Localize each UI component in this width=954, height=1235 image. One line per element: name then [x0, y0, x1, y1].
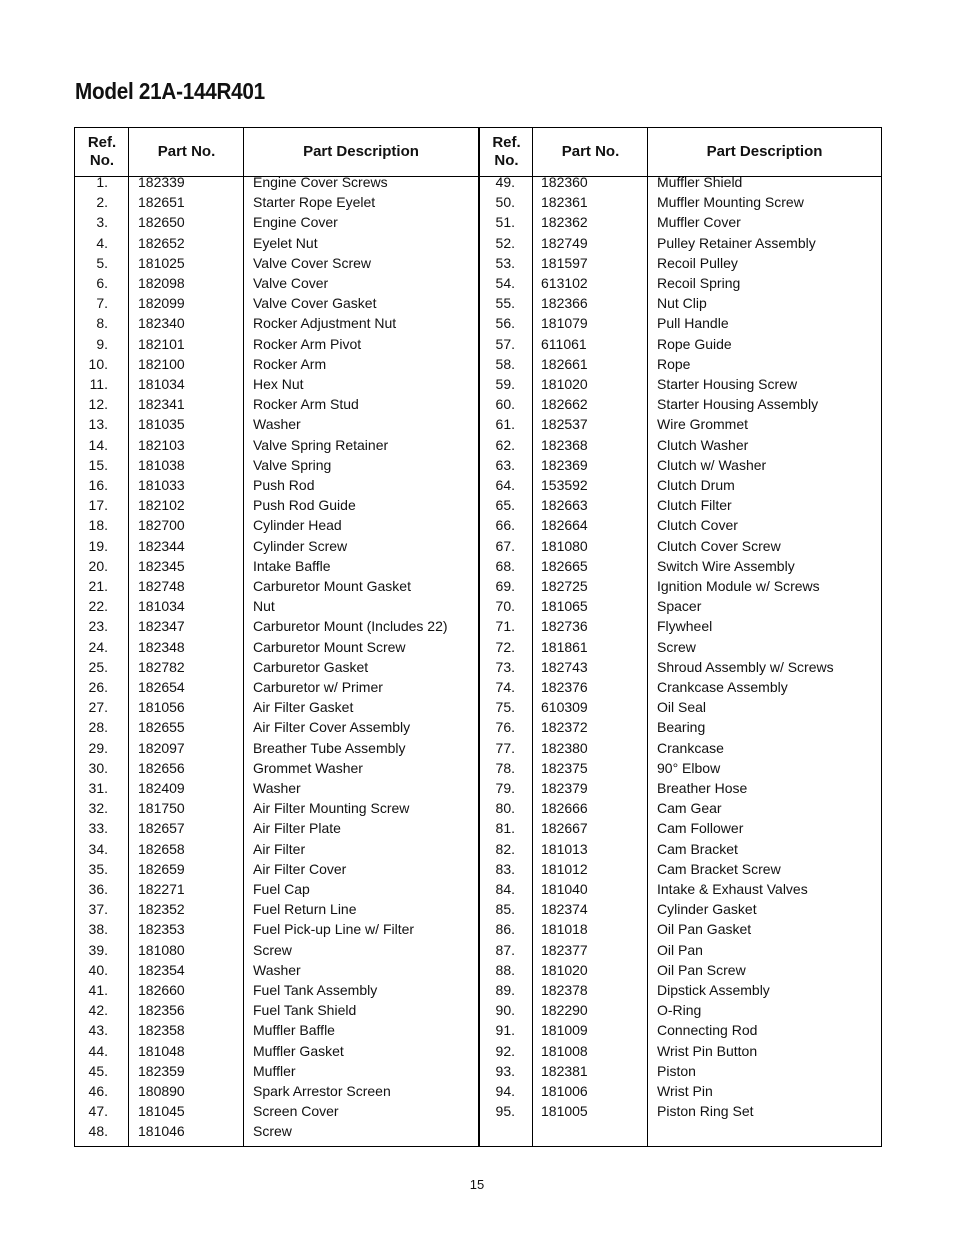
- part-no-cell: 181080: [138, 941, 185, 958]
- part-description-cell: Fuel Tank Assembly: [253, 982, 378, 998]
- part-no-cell: 182374: [541, 901, 588, 918]
- part-no-cell: 182663: [541, 497, 588, 514]
- ref-no-cell: 34.: [88, 840, 108, 857]
- part-description-cell: Intake & Exhaust Valves: [657, 881, 808, 897]
- part-description-cell: Starter Housing Screw: [657, 376, 798, 392]
- part-no-cell: 182662: [541, 396, 588, 413]
- part-description-cell: Recoil Spring: [657, 275, 741, 291]
- part-no-cell: 182654: [138, 679, 185, 695]
- ref-no-cell: 26.: [88, 679, 108, 695]
- ref-no-cell: 89.: [495, 982, 515, 998]
- ref-no-cell: 80.: [495, 800, 515, 817]
- part-no-cell: 182379: [541, 780, 588, 796]
- ref-no-cell: 15.: [88, 456, 108, 473]
- ref-no-cell: 11.: [89, 376, 108, 392]
- part-no-cell: 182362: [541, 214, 588, 231]
- part-description-cell: Bearing: [657, 719, 706, 736]
- part-no-cell: 182271: [138, 881, 185, 897]
- ref-no-cell: 79.: [495, 780, 515, 796]
- part-description-cell: Washer: [253, 780, 301, 796]
- part-description-cell: Recoil Pulley: [657, 254, 738, 271]
- part-description-cell: Breather Hose: [657, 780, 748, 796]
- part-no-cell: 182103: [138, 436, 185, 453]
- part-description-cell: Screw: [253, 1123, 292, 1140]
- part-no-cell: 181020: [541, 961, 588, 978]
- part-no-cell: 182348: [138, 638, 185, 655]
- part-no-cell: 182101: [138, 335, 185, 352]
- part-description-cell: Cylinder Head: [253, 517, 342, 534]
- part-description-cell: Carburetor Mount (Includes 22): [253, 618, 448, 635]
- part-no-cell: 182749: [541, 234, 588, 251]
- ref-no-cell: 24.: [88, 638, 108, 655]
- part-no-cell: 182409: [138, 780, 185, 796]
- part-no-cell: 181038: [138, 456, 185, 473]
- part-no-cell: 182667: [541, 820, 588, 837]
- part-description-cell: Valve Cover: [253, 275, 329, 291]
- part-no-cell: 181048: [138, 1042, 185, 1059]
- ref-no-cell: 65.: [495, 497, 515, 514]
- ref-no-cell: 29.: [88, 739, 108, 756]
- part-no-cell: 181018: [541, 921, 588, 938]
- part-no-cell: 182341: [138, 396, 185, 413]
- part-no-cell: 182360: [541, 174, 588, 190]
- ref-no-cell: 25.: [88, 658, 108, 675]
- part-no-cell: 610309: [541, 699, 588, 716]
- part-no-cell: 181034: [138, 598, 185, 615]
- part-description-cell: Fuel Pick-up Line w/ Filter: [253, 921, 415, 938]
- ref-no-cell: 64.: [495, 477, 515, 493]
- ref-no-cell: 70.: [495, 598, 515, 615]
- part-no-cell: 182537: [541, 416, 588, 433]
- part-no-cell: 182356: [138, 1002, 185, 1019]
- part-no-cell: 182661: [541, 355, 588, 372]
- column-divider: [647, 128, 648, 1146]
- part-no-cell: 181005: [541, 1103, 588, 1120]
- ref-no-cell: 78.: [495, 759, 515, 776]
- ref-no-cell: 17.: [88, 497, 108, 514]
- ref-no-cell: 5.: [96, 254, 108, 271]
- ref-no-cell: 90.: [495, 1002, 515, 1019]
- part-description-cell: Carburetor Mount Gasket: [253, 578, 411, 594]
- ref-no-cell: 52.: [495, 234, 515, 251]
- header-ref-no: Ref. No.: [87, 134, 117, 169]
- ref-no-cell: 46.: [88, 1083, 108, 1099]
- header-part-no: Part No.: [157, 143, 216, 160]
- ref-no-cell: 59.: [495, 376, 515, 392]
- part-no-cell: 182748: [138, 578, 185, 594]
- part-no-cell: 181079: [541, 315, 588, 332]
- ref-no-cell: 4.: [96, 234, 108, 251]
- page-number: 15: [469, 1177, 485, 1192]
- part-description-cell: Eyelet Nut: [253, 234, 318, 251]
- part-description-cell: Push Rod Guide: [253, 497, 356, 514]
- part-description-cell: Crankcase: [657, 739, 724, 756]
- part-description-cell: Valve Cover Screw: [253, 254, 372, 271]
- part-no-cell: 182378: [541, 982, 588, 998]
- ref-no-cell: 71.: [495, 618, 515, 635]
- part-description-cell: Spacer: [657, 598, 702, 615]
- part-no-cell: 181020: [541, 376, 588, 392]
- part-description-cell: Washer: [253, 416, 301, 433]
- ref-no-cell: 27.: [88, 699, 108, 716]
- ref-no-cell: 3.: [96, 214, 108, 231]
- part-description-cell: Muffler: [253, 1062, 296, 1079]
- ref-no-cell: 37.: [88, 901, 108, 918]
- part-no-cell: 182340: [138, 315, 185, 332]
- ref-no-cell: 68.: [495, 557, 515, 574]
- part-description-cell: Grommet Washer: [253, 759, 363, 776]
- ref-no-cell: 53.: [495, 254, 515, 271]
- part-no-cell: 182659: [138, 860, 185, 877]
- ref-no-cell: 50.: [495, 194, 515, 211]
- part-description-cell: Engine Cover: [253, 214, 338, 231]
- part-description-cell: Rope Guide: [657, 335, 732, 352]
- ref-no-cell: 54.: [495, 275, 515, 291]
- part-no-cell: 182344: [138, 537, 185, 554]
- part-description-cell: Air Filter Mounting Screw: [253, 800, 410, 817]
- part-no-cell: 182664: [541, 517, 588, 534]
- ref-no-cell: 85.: [495, 901, 515, 918]
- part-no-cell: 182666: [541, 800, 588, 817]
- part-description-cell: Fuel Return Line: [253, 901, 357, 918]
- part-description-cell: Ignition Module w/ Screws: [657, 578, 820, 594]
- part-description-cell: Muffler Baffle: [253, 1022, 335, 1039]
- part-description-cell: Cam Bracket: [657, 840, 738, 857]
- part-description-cell: Clutch Cover Screw: [657, 537, 781, 554]
- part-no-cell: 182339: [138, 174, 185, 190]
- part-description-cell: Screw: [657, 638, 696, 655]
- part-no-cell: 153592: [541, 477, 588, 493]
- ref-no-cell: 21.: [88, 578, 108, 594]
- part-description-cell: Valve Spring Retainer: [253, 436, 389, 453]
- part-description-cell: Pull Handle: [657, 315, 729, 332]
- part-description-cell: Oil Pan: [657, 941, 703, 958]
- part-description-cell: Nut: [253, 598, 275, 615]
- ref-no-cell: 87.: [495, 941, 515, 958]
- ref-no-cell: 55.: [495, 295, 515, 312]
- part-description-cell: Intake Baffle: [253, 557, 331, 574]
- part-no-cell: 182102: [138, 497, 185, 514]
- ref-no-cell: 48.: [88, 1123, 108, 1140]
- ref-no-cell: 92.: [495, 1042, 515, 1059]
- part-description-cell: Air Filter Cover Assembly: [253, 719, 411, 736]
- part-no-cell: 182353: [138, 921, 185, 938]
- part-no-cell: 182368: [541, 436, 588, 453]
- part-no-cell: 181033: [138, 477, 185, 493]
- part-no-cell: 182665: [541, 557, 588, 574]
- part-description-cell: Push Rod: [253, 477, 315, 493]
- part-description-cell: Dipstick Assembly: [657, 982, 770, 998]
- ref-no-cell: 74.: [495, 679, 515, 695]
- part-no-cell: 181034: [138, 376, 185, 392]
- part-description-cell: Cam Bracket Screw: [657, 860, 781, 877]
- part-description-cell: Screen Cover: [253, 1103, 339, 1120]
- part-no-cell: 182380: [541, 739, 588, 756]
- part-description-cell: Clutch Washer: [657, 436, 749, 453]
- part-description-cell: Rocker Arm Pivot: [253, 335, 362, 352]
- header-part-description: Part Description: [303, 143, 419, 160]
- ref-no-cell: 19.: [88, 537, 108, 554]
- column-divider: [532, 128, 533, 1146]
- part-no-cell: 182377: [541, 941, 588, 958]
- part-description-cell: Cam Follower: [657, 820, 744, 837]
- ref-no-cell: 77.: [495, 739, 515, 756]
- part-description-cell: Muffler Gasket: [253, 1042, 344, 1059]
- ref-no-cell: 7.: [96, 295, 108, 312]
- part-no-cell: 182345: [138, 557, 185, 574]
- part-description-cell: Crankcase Assembly: [657, 679, 788, 695]
- ref-no-cell: 61.: [495, 416, 515, 433]
- ref-no-cell: 94.: [495, 1083, 515, 1099]
- ref-no-cell: 44.: [88, 1042, 108, 1059]
- part-description-cell: Carburetor Mount Screw: [253, 638, 406, 655]
- ref-no-cell: 95.: [495, 1103, 515, 1120]
- part-description-cell: Starter Rope Eyelet: [253, 194, 376, 211]
- ref-no-cell: 63.: [495, 456, 515, 473]
- ref-no-cell: 60.: [495, 396, 515, 413]
- part-description-cell: Air Filter Gasket: [253, 699, 354, 716]
- part-no-cell: 181006: [541, 1083, 588, 1099]
- ref-no-cell: 91.: [495, 1022, 515, 1039]
- part-no-cell: 182358: [138, 1022, 185, 1039]
- part-no-cell: 181056: [138, 699, 185, 716]
- part-no-cell: 181750: [138, 800, 185, 817]
- part-description-cell: Carburetor w/ Primer: [253, 679, 383, 695]
- ref-no-cell: 8.: [96, 315, 108, 332]
- part-no-cell: 182658: [138, 840, 185, 857]
- part-description-cell: Air Filter: [253, 840, 306, 857]
- part-no-cell: 182652: [138, 234, 185, 251]
- ref-no-cell: 22.: [88, 598, 108, 615]
- part-no-cell: 182097: [138, 739, 185, 756]
- part-no-cell: 181045: [138, 1103, 185, 1120]
- ref-no-cell: 67.: [495, 537, 515, 554]
- ref-no-cell: 39.: [88, 941, 108, 958]
- part-no-cell: 611061: [541, 335, 587, 352]
- part-description-cell: Shroud Assembly w/ Screws: [657, 658, 834, 675]
- part-no-cell: 181012: [541, 860, 588, 877]
- part-description-cell: Clutch w/ Washer: [657, 456, 767, 473]
- part-description-cell: Clutch Drum: [657, 477, 735, 493]
- part-description-cell: Starter Housing Assembly: [657, 396, 819, 413]
- part-no-cell: 181080: [541, 537, 588, 554]
- part-description-cell: Flywheel: [657, 618, 713, 635]
- part-description-cell: Screw: [253, 941, 292, 958]
- ref-no-cell: 56.: [495, 315, 515, 332]
- ref-no-cell: 72.: [495, 638, 515, 655]
- ref-no-cell: 12.: [88, 396, 108, 413]
- part-no-cell: 182354: [138, 961, 185, 978]
- part-description-cell: Breather Tube Assembly: [253, 739, 406, 756]
- part-no-cell: 182352: [138, 901, 185, 918]
- ref-no-cell: 28.: [88, 719, 108, 736]
- part-no-cell: 613102: [541, 275, 588, 291]
- ref-no-cell: 82.: [495, 840, 515, 857]
- part-no-cell: 182359: [138, 1062, 185, 1079]
- part-no-cell: 182290: [541, 1002, 588, 1019]
- part-no-cell: 181040: [541, 881, 588, 897]
- part-description-cell: Cylinder Screw: [253, 537, 348, 554]
- part-description-cell: Oil Pan Gasket: [657, 921, 752, 938]
- part-no-cell: 182361: [541, 194, 588, 211]
- part-description-cell: Muffler Shield: [657, 174, 743, 190]
- ref-no-cell: 58.: [495, 355, 515, 372]
- part-description-cell: Clutch Cover: [657, 517, 738, 534]
- ref-no-cell: 38.: [88, 921, 108, 938]
- part-no-cell: 182736: [541, 618, 588, 635]
- part-description-cell: Valve Cover Gasket: [253, 295, 377, 312]
- part-description-cell: Muffler Cover: [657, 214, 741, 231]
- part-no-cell: 182743: [541, 658, 588, 675]
- ref-no-cell: 6.: [96, 275, 108, 291]
- ref-no-cell: 62.: [495, 436, 515, 453]
- ref-no-cell: 49.: [495, 174, 515, 190]
- part-no-cell: 181065: [541, 598, 588, 615]
- header-part-no: Part No.: [561, 143, 620, 160]
- part-no-cell: 181009: [541, 1022, 588, 1039]
- part-description-cell: Oil Pan Screw: [657, 961, 746, 978]
- part-description-cell: Air Filter Cover: [253, 860, 347, 877]
- part-no-cell: 182098: [138, 275, 185, 291]
- part-no-cell: 182700: [138, 517, 185, 534]
- ref-no-cell: 69.: [495, 578, 515, 594]
- part-description-cell: Oil Seal: [657, 699, 707, 716]
- part-no-cell: 182347: [138, 618, 185, 635]
- part-no-cell: 182099: [138, 295, 185, 312]
- column-divider: [243, 128, 244, 1146]
- ref-no-cell: 30.: [88, 759, 108, 776]
- part-no-cell: 180890: [138, 1083, 185, 1099]
- header-ref-no: Ref. No.: [492, 134, 521, 169]
- ref-no-cell: 51.: [495, 214, 515, 231]
- part-description-cell: O-Ring: [657, 1002, 702, 1019]
- ref-no-cell: 84.: [495, 881, 515, 897]
- part-description-cell: Fuel Tank Shield: [253, 1002, 357, 1019]
- ref-no-cell: 33.: [88, 820, 108, 837]
- part-no-cell: 182100: [138, 355, 185, 372]
- ref-no-cell: 16.: [88, 477, 108, 493]
- part-no-cell: 182657: [138, 820, 185, 837]
- part-no-cell: 181008: [541, 1042, 588, 1059]
- part-no-cell: 182782: [138, 658, 185, 675]
- ref-no-cell: 81.: [495, 820, 515, 837]
- ref-no-cell: 40.: [88, 961, 108, 978]
- part-description-cell: Nut Clip: [657, 295, 707, 312]
- ref-no-cell: 86.: [495, 921, 515, 938]
- part-no-cell: 181046: [138, 1123, 185, 1140]
- part-description-cell: Rope: [657, 355, 691, 372]
- ref-no-cell: 13.: [88, 416, 108, 433]
- part-no-cell: 182650: [138, 214, 185, 231]
- part-no-cell: 182376: [541, 679, 588, 695]
- part-no-cell: 182660: [138, 982, 185, 998]
- ref-no-cell: 73.: [495, 658, 515, 675]
- page-title: Model 21A-144R401: [75, 78, 265, 104]
- part-description-cell: Wrist Pin Button: [657, 1042, 758, 1059]
- part-description-cell: Valve Spring: [253, 456, 332, 473]
- ref-no-cell: 20.: [88, 557, 108, 574]
- ref-no-cell: 76.: [495, 719, 515, 736]
- ref-no-cell: 75.: [495, 699, 515, 716]
- part-description-cell: Engine Cover Screws: [253, 174, 388, 190]
- ref-no-cell: 14.: [88, 436, 108, 453]
- parts-table: [74, 127, 882, 1147]
- column-divider: [128, 128, 129, 1146]
- part-no-cell: 182375: [541, 759, 588, 776]
- part-no-cell: 182651: [138, 194, 185, 211]
- part-description-cell: Piston: [657, 1062, 696, 1079]
- part-no-cell: 181013: [541, 840, 588, 857]
- part-no-cell: 182369: [541, 456, 588, 473]
- ref-no-cell: 57.: [495, 335, 515, 352]
- ref-no-cell: 88.: [495, 961, 515, 978]
- part-no-cell: 181861: [541, 638, 588, 655]
- part-description-cell: Wrist Pin: [657, 1083, 713, 1099]
- ref-no-cell: 1.: [96, 174, 108, 190]
- part-no-cell: 182656: [138, 759, 185, 776]
- part-description-cell: Air Filter Plate: [253, 820, 341, 837]
- part-description-cell: Rocker Adjustment Nut: [253, 315, 397, 332]
- part-no-cell: 182366: [541, 295, 588, 312]
- ref-no-cell: 9.: [96, 335, 108, 352]
- part-description-cell: Muffler Mounting Screw: [657, 194, 804, 211]
- part-description-cell: Carburetor Gasket: [253, 658, 369, 675]
- part-description-cell: Fuel Cap: [253, 881, 310, 897]
- part-description-cell: Rocker Arm: [253, 355, 327, 372]
- ref-no-cell: 10.: [88, 355, 108, 372]
- ref-no-cell: 66.: [495, 517, 515, 534]
- ref-no-cell: 36.: [88, 881, 108, 897]
- part-description-cell: Washer: [253, 961, 301, 978]
- ref-no-cell: 31.: [88, 780, 108, 796]
- part-no-cell: 181597: [541, 254, 588, 271]
- part-description-cell: Rocker Arm Stud: [253, 396, 359, 413]
- ref-no-cell: 32.: [88, 800, 108, 817]
- header-part-description: Part Description: [706, 143, 823, 160]
- part-no-cell: 182372: [541, 719, 588, 736]
- part-no-cell: 182381: [541, 1062, 588, 1079]
- part-description-cell: Cam Gear: [657, 800, 722, 817]
- ref-no-cell: 43.: [88, 1022, 108, 1039]
- ref-no-cell: 93.: [495, 1062, 515, 1079]
- part-no-cell: 181025: [138, 254, 185, 271]
- part-description-cell: Spark Arrestor Screen: [253, 1083, 391, 1099]
- ref-no-cell: 35.: [88, 860, 108, 877]
- ref-no-cell: 83.: [495, 860, 515, 877]
- part-description-cell: Piston Ring Set: [657, 1103, 754, 1120]
- part-description-cell: Wire Grommet: [657, 416, 748, 433]
- part-description-cell: Cylinder Gasket: [657, 901, 757, 918]
- part-description-cell: Pulley Retainer Assembly: [657, 234, 816, 251]
- part-description-cell: Clutch Filter: [657, 497, 732, 514]
- ref-no-cell: 41.: [88, 982, 108, 998]
- part-description-cell: 90° Elbow: [657, 759, 721, 776]
- part-no-cell: 181035: [138, 416, 185, 433]
- ref-no-cell: 18.: [88, 517, 108, 534]
- ref-no-cell: 42.: [88, 1002, 108, 1019]
- part-description-cell: Connecting Rod: [657, 1022, 758, 1039]
- ref-no-cell: 2.: [96, 194, 108, 211]
- ref-no-cell: 23.: [88, 618, 108, 635]
- ref-no-cell: 45.: [88, 1062, 108, 1079]
- part-description-cell: Hex Nut: [253, 376, 304, 392]
- part-no-cell: 182725: [541, 578, 588, 594]
- part-description-cell: Switch Wire Assembly: [657, 557, 795, 574]
- part-no-cell: 182655: [138, 719, 185, 736]
- ref-no-cell: 47.: [88, 1103, 108, 1120]
